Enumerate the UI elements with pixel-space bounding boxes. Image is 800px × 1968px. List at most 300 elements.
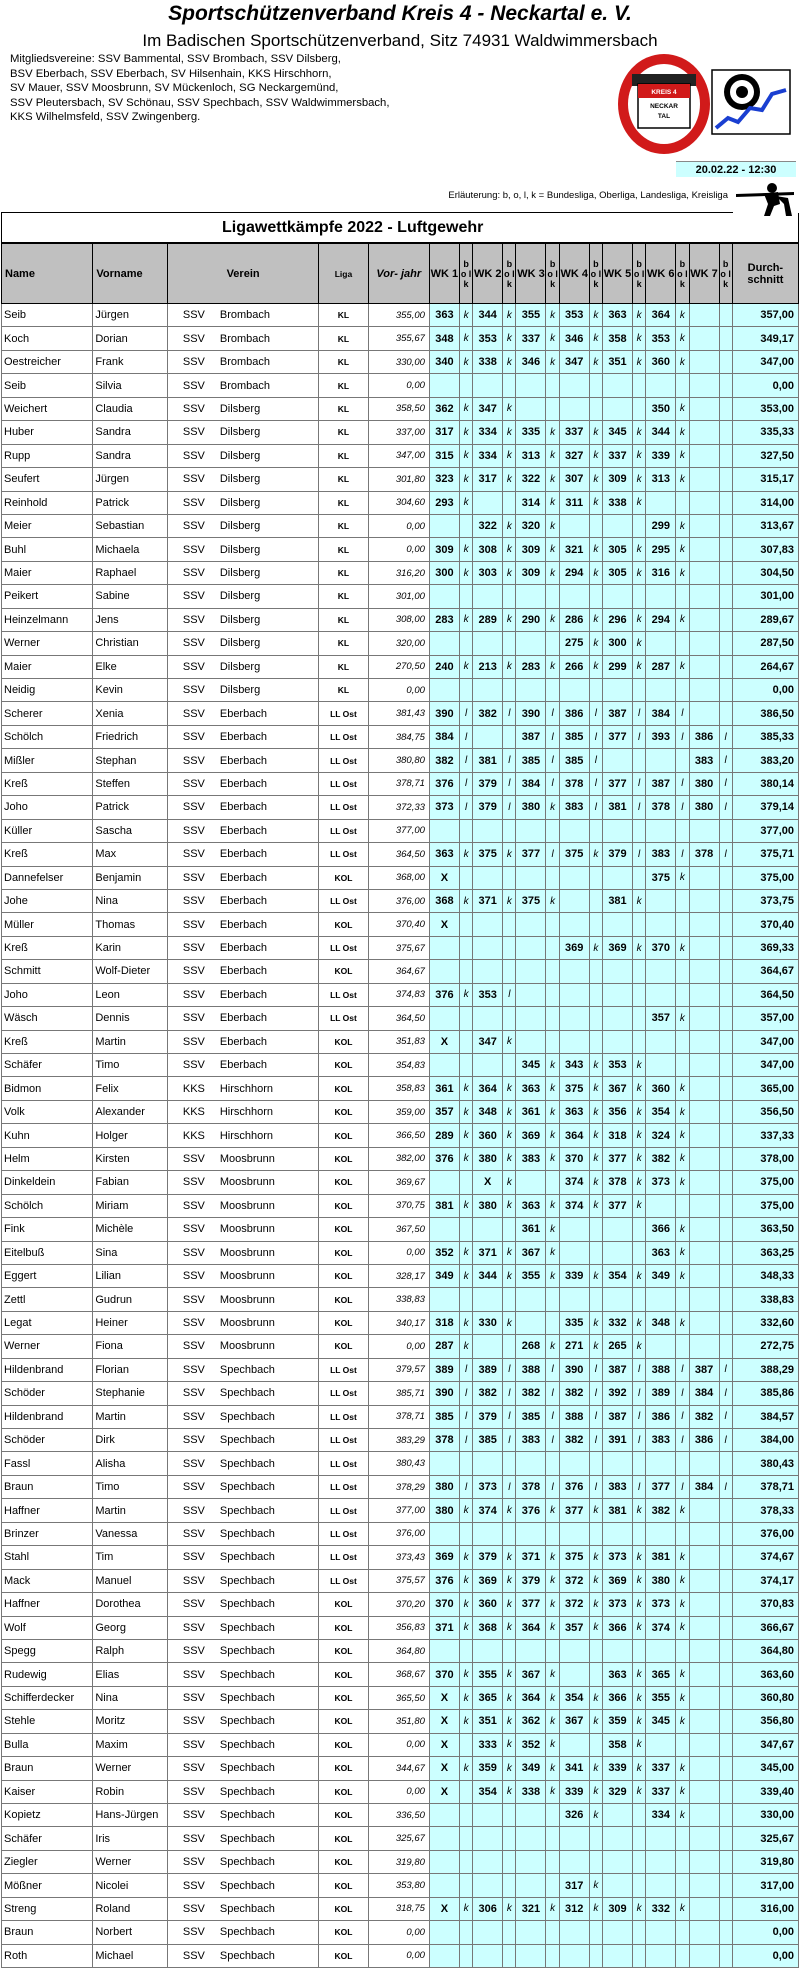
cell-wk1: 376 <box>429 772 459 795</box>
cell-verein-ort: Spechbach <box>218 1733 319 1756</box>
cell-verein-typ: SSV <box>167 1944 217 1967</box>
cell-liga-mark: l <box>633 1429 646 1452</box>
cell-liga-mark: k <box>546 1593 559 1616</box>
cell-wk3: 346 <box>516 350 546 373</box>
cell-wk2 <box>473 725 503 748</box>
cell-wk3: 309 <box>516 561 546 584</box>
cell-wk5: 356 <box>602 1100 632 1123</box>
cell-name: Helm <box>2 1147 93 1170</box>
cell-liga-mark <box>459 1054 472 1077</box>
cell-liga-mark <box>546 983 559 1006</box>
cell-wk1: 370 <box>429 1593 459 1616</box>
cell-wk5 <box>602 374 632 397</box>
table-row <box>2 936 799 959</box>
cell-liga-mark <box>719 1710 732 1733</box>
cell-liga-mark: k <box>633 1733 646 1756</box>
cell-liga-mark: k <box>676 1897 689 1920</box>
cell-liga-mark <box>633 1874 646 1897</box>
cell-durchschnitt: 386,50 <box>732 702 798 725</box>
cell-vorname: Alisha <box>93 1452 168 1475</box>
cell-verein-ort: Moosbrunn <box>218 1335 319 1358</box>
cell-wk6: 299 <box>646 514 676 537</box>
cell-vorjahr: 319,80 <box>368 1850 429 1873</box>
cell-liga-mark: k <box>546 468 559 491</box>
cell-wk6: 370 <box>646 936 676 959</box>
cell-vorjahr: 316,20 <box>368 561 429 584</box>
cell-wk3 <box>516 1874 546 1897</box>
cell-wk6: 360 <box>646 1077 676 1100</box>
cell-wk7 <box>689 1546 719 1569</box>
cell-wk3: 388 <box>516 1358 546 1381</box>
cell-liga-mark <box>676 1944 689 1967</box>
cell-wk7 <box>689 1311 719 1334</box>
table-row <box>2 1288 799 1311</box>
cell-wk5: 299 <box>602 655 632 678</box>
cell-vorjahr: 356,83 <box>368 1616 429 1639</box>
cell-wk7 <box>689 608 719 631</box>
cell-verein-typ: SSV <box>167 655 217 678</box>
cell-vorjahr: 383,29 <box>368 1429 429 1452</box>
cell-wk4: 375 <box>559 843 589 866</box>
cell-liga: LL Ost <box>319 749 368 772</box>
cell-wk3: 377 <box>516 843 546 866</box>
cell-vorname: Sina <box>93 1241 168 1264</box>
cell-liga-mark: k <box>589 1335 602 1358</box>
cell-liga-mark: l <box>719 1429 732 1452</box>
cell-vorjahr: 364,50 <box>368 843 429 866</box>
table-row <box>2 397 799 420</box>
table-row <box>2 772 799 795</box>
cell-durchschnitt: 325,67 <box>732 1827 798 1850</box>
cell-wk1: 376 <box>429 983 459 1006</box>
cell-vorname: Max <box>93 843 168 866</box>
cell-liga-mark: k <box>589 1171 602 1194</box>
cell-liga-mark: k <box>503 444 516 467</box>
table-row <box>2 983 799 1006</box>
cell-liga-mark: k <box>546 796 559 819</box>
table-row <box>2 1335 799 1358</box>
cell-liga-mark: k <box>676 1171 689 1194</box>
cell-durchschnitt: 347,67 <box>732 1733 798 1756</box>
cell-liga-mark: k <box>589 1897 602 1920</box>
table-row <box>2 491 799 514</box>
cell-wk3: 345 <box>516 1054 546 1077</box>
cell-liga-mark: k <box>459 538 472 561</box>
cell-liga-mark <box>633 983 646 1006</box>
cell-liga-mark: k <box>546 304 559 327</box>
cell-wk1 <box>429 679 459 702</box>
cell-vorjahr: 374,83 <box>368 983 429 1006</box>
cell-liga: LL Ost <box>319 1452 368 1475</box>
cell-durchschnitt: 374,17 <box>732 1569 798 1592</box>
cell-verein-ort: Spechbach <box>218 1850 319 1873</box>
cell-durchschnitt: 264,67 <box>732 655 798 678</box>
cell-durchschnitt: 335,33 <box>732 421 798 444</box>
cell-wk4 <box>559 889 589 912</box>
cell-wk3: 283 <box>516 655 546 678</box>
cell-liga-mark: l <box>633 843 646 866</box>
cell-name: Kuhn <box>2 1124 93 1147</box>
cell-liga-mark <box>719 327 732 350</box>
cell-wk6 <box>646 1335 676 1358</box>
cell-wk5 <box>602 1522 632 1545</box>
cell-liga-mark <box>459 1944 472 1967</box>
cell-vorjahr: 380,43 <box>368 1452 429 1475</box>
cell-verein-ort: Spechbach <box>218 1475 319 1498</box>
cell-liga: LL Ost <box>319 843 368 866</box>
cell-wk4: 364 <box>559 1124 589 1147</box>
cell-wk4 <box>559 1921 589 1944</box>
cell-verein-ort: Brombach <box>218 374 319 397</box>
cell-name: Mißler <box>2 749 93 772</box>
cell-wk5: 373 <box>602 1546 632 1569</box>
cell-wk7 <box>689 491 719 514</box>
cell-name: Kopietz <box>2 1804 93 1827</box>
cell-liga-mark <box>676 491 689 514</box>
cell-liga-mark: k <box>459 1593 472 1616</box>
cell-liga-mark: k <box>459 1686 472 1709</box>
member-line: BSV Eberbach, SSV Eberbach, SV Hilsenhain, KKS Hirschhorn, <box>10 67 332 80</box>
cell-wk4 <box>559 866 589 889</box>
cell-liga-mark <box>719 1054 732 1077</box>
cell-liga-mark: k <box>676 655 689 678</box>
cell-liga-mark <box>589 514 602 537</box>
cell-wk4: 385 <box>559 749 589 772</box>
cell-verein-typ: SSV <box>167 749 217 772</box>
cell-wk7 <box>689 1100 719 1123</box>
cell-wk6 <box>646 1030 676 1053</box>
cell-durchschnitt: 374,67 <box>732 1546 798 1569</box>
cell-verein-ort: Dilsberg <box>218 514 319 537</box>
cell-wk3: 355 <box>516 1264 546 1287</box>
table-row <box>2 1194 799 1217</box>
cell-liga-mark: k <box>503 1171 516 1194</box>
cell-name: Stehle <box>2 1710 93 1733</box>
cell-vorjahr: 369,67 <box>368 1171 429 1194</box>
cell-wk4: 353 <box>559 304 589 327</box>
cell-vorjahr: 320,00 <box>368 632 429 655</box>
cell-liga-mark <box>676 1054 689 1077</box>
cell-liga-mark: k <box>546 1241 559 1264</box>
cell-verein-typ: SSV <box>167 1850 217 1873</box>
cell-wk1: X <box>429 1733 459 1756</box>
cell-wk4: 375 <box>559 1546 589 1569</box>
cell-liga-mark: k <box>633 1194 646 1217</box>
cell-verein-typ: SSV <box>167 960 217 983</box>
cell-liga-mark: k <box>459 304 472 327</box>
cell-verein-ort: Moosbrunn <box>218 1241 319 1264</box>
cell-liga-mark: l <box>676 843 689 866</box>
cell-verein-typ: SSV <box>167 1358 217 1381</box>
cell-vorname: Elias <box>93 1663 168 1686</box>
table-row <box>2 679 799 702</box>
cell-wk7 <box>689 1593 719 1616</box>
cell-liga-mark <box>719 1874 732 1897</box>
cell-wk1 <box>429 1850 459 1873</box>
cell-name: Braun <box>2 1475 93 1498</box>
cell-vorjahr: 364,50 <box>368 1007 429 1030</box>
cell-liga-mark <box>459 374 472 397</box>
svg-text:NECKAR: NECKAR <box>650 103 678 110</box>
cell-wk6: 386 <box>646 1405 676 1428</box>
cell-wk3 <box>516 1452 546 1475</box>
cell-wk1 <box>429 1944 459 1967</box>
cell-wk4: 275 <box>559 632 589 655</box>
cell-liga-mark: k <box>459 1616 472 1639</box>
cell-durchschnitt: 375,00 <box>732 1171 798 1194</box>
cell-verein-ort: Spechbach <box>218 1593 319 1616</box>
cell-name: Roth <box>2 1944 93 1967</box>
cell-wk6: 324 <box>646 1124 676 1147</box>
cell-liga-mark: k <box>503 1593 516 1616</box>
cell-durchschnitt: 0,00 <box>732 679 798 702</box>
cell-wk3: 364 <box>516 1616 546 1639</box>
cell-liga-mark: l <box>459 749 472 772</box>
cell-wk5 <box>602 1452 632 1475</box>
table-row <box>2 1054 799 1077</box>
cell-liga-mark: k <box>676 1593 689 1616</box>
cell-liga-mark: k <box>633 1616 646 1639</box>
cell-name: Joho <box>2 796 93 819</box>
cell-vorname: Maxim <box>93 1733 168 1756</box>
cell-vorname: Dirk <box>93 1429 168 1452</box>
cell-liga-mark: l <box>589 1475 602 1498</box>
cell-liga-mark: k <box>503 304 516 327</box>
cell-liga-mark: l <box>633 772 646 795</box>
cell-vorjahr: 0,00 <box>368 374 429 397</box>
cell-verein-typ: SSV <box>167 1382 217 1405</box>
cell-liga-mark <box>719 960 732 983</box>
cell-wk3 <box>516 936 546 959</box>
cell-liga-mark: k <box>546 1780 559 1803</box>
cell-vorname: Dennis <box>93 1007 168 1030</box>
cell-liga-mark: k <box>633 608 646 631</box>
cell-wk4: 369 <box>559 936 589 959</box>
cell-liga-mark: k <box>589 1264 602 1287</box>
cell-wk3 <box>516 585 546 608</box>
table-row <box>2 725 799 748</box>
cell-wk1: 371 <box>429 1616 459 1639</box>
cell-wk4 <box>559 960 589 983</box>
cell-liga-mark: k <box>633 1569 646 1592</box>
cell-wk4: 307 <box>559 468 589 491</box>
cell-name: Oestreicher <box>2 350 93 373</box>
cell-name: Eggert <box>2 1264 93 1287</box>
table-row <box>2 632 799 655</box>
cell-liga-mark <box>589 889 602 912</box>
col-bolk: b o l k <box>546 244 559 304</box>
cell-liga-mark: k <box>633 444 646 467</box>
cell-wk4 <box>559 1827 589 1850</box>
cell-liga-mark <box>459 1639 472 1662</box>
cell-wk6: 364 <box>646 304 676 327</box>
cell-wk5: 265 <box>602 1335 632 1358</box>
cell-verein-typ: SSV <box>167 538 217 561</box>
cell-liga-mark <box>546 632 559 655</box>
cell-liga-mark <box>719 608 732 631</box>
cell-liga: KL <box>319 561 368 584</box>
cell-verein-ort: Moosbrunn <box>218 1311 319 1334</box>
cell-verein-typ: SSV <box>167 350 217 373</box>
cell-wk7 <box>689 514 719 537</box>
cell-wk1: 380 <box>429 1475 459 1498</box>
cell-liga: KL <box>319 585 368 608</box>
cell-liga-mark: l <box>719 1358 732 1381</box>
cell-liga: KL <box>319 632 368 655</box>
cell-wk2: 344 <box>473 1264 503 1287</box>
cell-wk1: 363 <box>429 304 459 327</box>
cell-liga-mark: k <box>676 1147 689 1170</box>
cell-name: Weichert <box>2 397 93 420</box>
cell-liga-mark: k <box>503 1241 516 1264</box>
cell-liga-mark <box>503 819 516 842</box>
cell-wk4: 390 <box>559 1358 589 1381</box>
cell-wk3: 362 <box>516 1710 546 1733</box>
cell-wk2: 379 <box>473 1546 503 1569</box>
cell-durchschnitt: 315,17 <box>732 468 798 491</box>
cell-verein-typ: SSV <box>167 1054 217 1077</box>
cell-vorname: Sebastian <box>93 514 168 537</box>
cell-wk6: 388 <box>646 1358 676 1381</box>
cell-liga-mark <box>589 960 602 983</box>
cell-wk5 <box>602 1639 632 1662</box>
cell-wk2: 380 <box>473 1194 503 1217</box>
cell-liga-mark: k <box>459 1569 472 1592</box>
cell-durchschnitt: 376,00 <box>732 1522 798 1545</box>
table-row <box>2 749 799 772</box>
cell-wk5 <box>602 397 632 420</box>
cell-liga-mark: k <box>503 1757 516 1780</box>
cell-durchschnitt: 327,50 <box>732 444 798 467</box>
cell-vorjahr: 381,43 <box>368 702 429 725</box>
table-row <box>2 1757 799 1780</box>
cell-verein-typ: KKS <box>167 1124 217 1147</box>
cell-verein-typ: SSV <box>167 327 217 350</box>
cell-liga-mark: l <box>503 1429 516 1452</box>
cell-name: Werner <box>2 1335 93 1358</box>
cell-wk1: 380 <box>429 1499 459 1522</box>
cell-liga-mark <box>719 1569 732 1592</box>
cell-liga-mark <box>719 819 732 842</box>
cell-liga-mark <box>676 585 689 608</box>
cell-wk3: 384 <box>516 772 546 795</box>
cell-liga-mark: k <box>546 561 559 584</box>
cell-wk5 <box>602 819 632 842</box>
cell-wk5: 387 <box>602 1358 632 1381</box>
cell-wk4 <box>559 1241 589 1264</box>
cell-liga-mark <box>676 1827 689 1850</box>
cell-liga-mark <box>676 889 689 912</box>
cell-liga-mark <box>546 960 559 983</box>
cell-durchschnitt: 388,29 <box>732 1358 798 1381</box>
cell-durchschnitt: 314,00 <box>732 491 798 514</box>
cell-liga-mark: l <box>633 1382 646 1405</box>
cell-wk7 <box>689 702 719 725</box>
cell-liga-mark <box>459 585 472 608</box>
cell-vorjahr: 0,00 <box>368 679 429 702</box>
cell-vorname: Kevin <box>93 679 168 702</box>
cell-liga: KOL <box>319 1733 368 1756</box>
cell-liga-mark <box>459 960 472 983</box>
cell-liga: KOL <box>319 1921 368 1944</box>
cell-wk3: 385 <box>516 1405 546 1428</box>
cell-wk2: 373 <box>473 1475 503 1498</box>
cell-wk4: 382 <box>559 1429 589 1452</box>
cell-liga-mark <box>719 655 732 678</box>
cell-liga-mark <box>459 866 472 889</box>
cell-vorjahr: 376,00 <box>368 1522 429 1545</box>
cell-wk4: 363 <box>559 1100 589 1123</box>
cell-liga-mark: k <box>459 1546 472 1569</box>
cell-vorjahr: 377,00 <box>368 1499 429 1522</box>
cell-wk3 <box>516 983 546 1006</box>
cell-verein-typ: SSV <box>167 561 217 584</box>
cell-verein-ort: Spechbach <box>218 1405 319 1428</box>
cell-wk3: 367 <box>516 1241 546 1264</box>
cell-wk2: 306 <box>473 1897 503 1920</box>
cell-liga-mark <box>719 1850 732 1873</box>
cell-wk6: 350 <box>646 397 676 420</box>
cell-wk2: 348 <box>473 1100 503 1123</box>
cell-verein-typ: SSV <box>167 1663 217 1686</box>
cell-durchschnitt: 319,80 <box>732 1850 798 1873</box>
cell-wk3: 268 <box>516 1335 546 1358</box>
cell-liga-mark: l <box>546 1475 559 1498</box>
cell-liga: KL <box>319 444 368 467</box>
cell-wk5: 296 <box>602 608 632 631</box>
cell-wk5 <box>602 514 632 537</box>
cell-verein-ort: Eberbach <box>218 936 319 959</box>
cell-verein-typ: SSV <box>167 1874 217 1897</box>
table-row <box>2 866 799 889</box>
cell-liga-mark <box>676 1921 689 1944</box>
cell-vorjahr: 0,00 <box>368 1335 429 1358</box>
cell-liga-mark <box>719 866 732 889</box>
cell-liga-mark: k <box>589 468 602 491</box>
cell-durchschnitt: 287,50 <box>732 632 798 655</box>
cell-wk1 <box>429 514 459 537</box>
cell-wk7 <box>689 889 719 912</box>
cell-liga-mark: k <box>589 538 602 561</box>
cell-wk7 <box>689 1616 719 1639</box>
cell-liga: KOL <box>319 1593 368 1616</box>
cell-name: Schölch <box>2 1194 93 1217</box>
cell-wk6 <box>646 1054 676 1077</box>
cell-wk2: 317 <box>473 468 503 491</box>
cell-wk6: 354 <box>646 1100 676 1123</box>
cell-liga-mark: l <box>676 1358 689 1381</box>
cell-liga-mark <box>503 679 516 702</box>
cell-durchschnitt: 360,80 <box>732 1686 798 1709</box>
cell-durchschnitt: 289,67 <box>732 608 798 631</box>
cell-wk6: 295 <box>646 538 676 561</box>
cell-liga: LL Ost <box>319 1358 368 1381</box>
cell-vorjahr: 328,17 <box>368 1264 429 1287</box>
cell-wk5: 337 <box>602 444 632 467</box>
cell-verein-typ: SSV <box>167 1405 217 1428</box>
cell-liga-mark: k <box>459 889 472 912</box>
cell-wk6 <box>646 1522 676 1545</box>
cell-liga-mark: k <box>503 1264 516 1287</box>
cell-liga-mark <box>719 983 732 1006</box>
cell-wk6: 373 <box>646 1171 676 1194</box>
cell-durchschnitt: 337,33 <box>732 1124 798 1147</box>
member-line: SV Mauer, SSV Moosbrunn, SV Mückenloch, SG Neckargemünd, <box>10 82 339 95</box>
cell-liga-mark: k <box>546 1194 559 1217</box>
cell-wk7 <box>689 1499 719 1522</box>
cell-liga-mark: k <box>459 491 472 514</box>
cell-verein-ort: Spechbach <box>218 1710 319 1733</box>
